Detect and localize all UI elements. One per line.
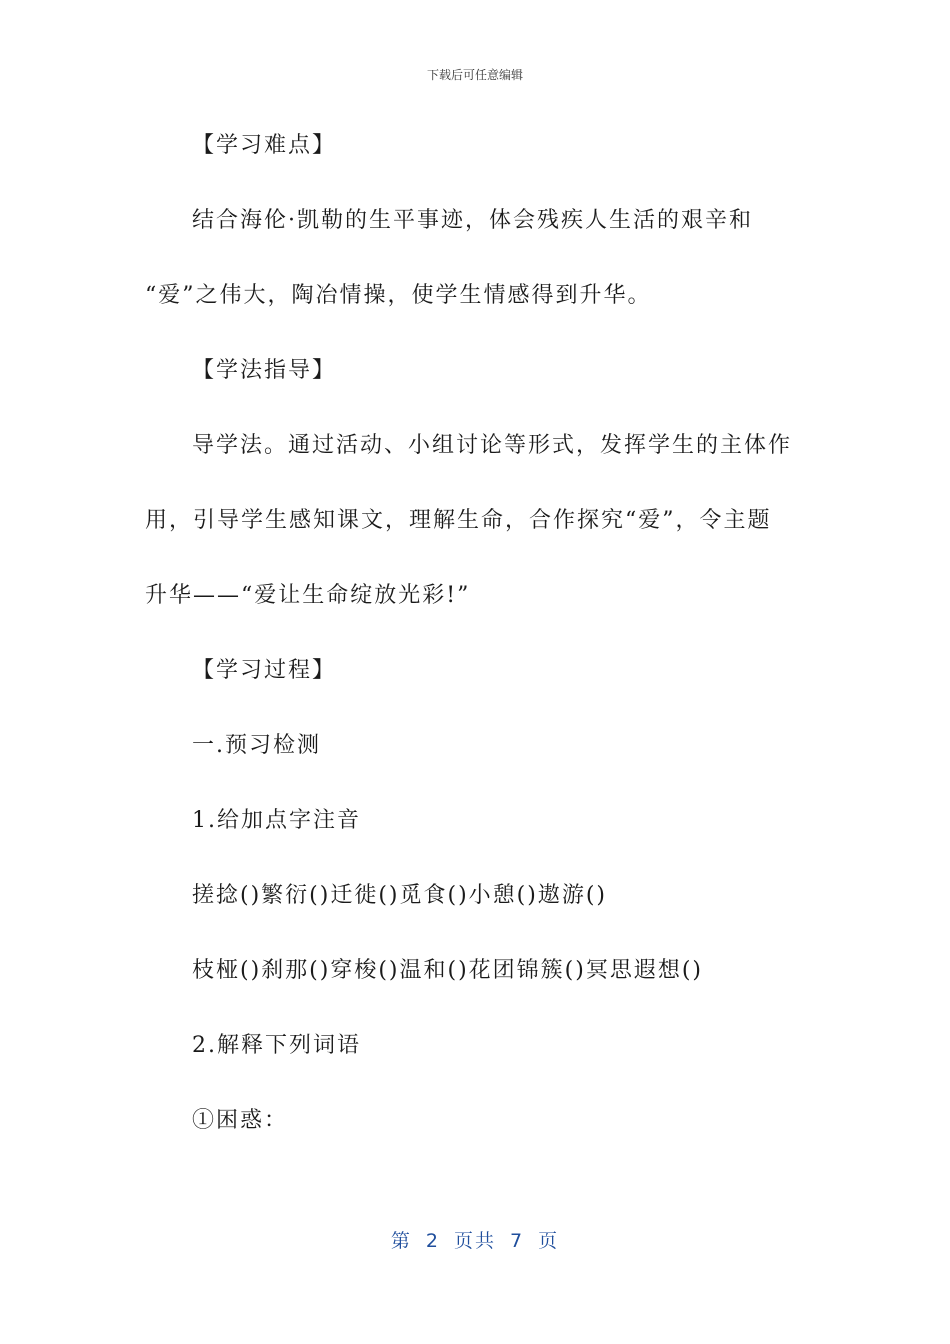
preview-title: 一.预习检测 xyxy=(192,733,321,758)
question-2-item-1: ①困惑： xyxy=(192,1108,289,1133)
question-1-line-1: 搓捻()繁衍()迁徙()觅食()小憩()遨游() xyxy=(192,883,607,908)
page-footer xyxy=(0,1226,950,1253)
footer-suffix: 页 xyxy=(538,1230,560,1252)
document-body xyxy=(145,128,805,1139)
method-text-line-1: 导学法。通过活动、小组讨论等形式，发挥学生的主体作 xyxy=(192,433,793,458)
method-text-line-2: 用，引导学生感知课文，理解生命，合作探究“爱”，令主题 xyxy=(145,508,772,533)
footer-current-page: 2 xyxy=(425,1230,440,1252)
difficulty-text-line-1: 结合海伦·凯勒的生平事迹，体会残疾人生活的艰辛和 xyxy=(192,208,753,233)
footer-prefix: 第 xyxy=(390,1230,412,1252)
section-title-difficulty: 【学习难点】 xyxy=(192,133,337,158)
question-1-title: 1.给加点字注音 xyxy=(192,808,361,833)
footer-middle: 页共 xyxy=(453,1230,496,1252)
difficulty-text-line-2: “爱”之伟大，陶冶情操，使学生情感得到升华。 xyxy=(145,283,652,308)
section-title-method: 【学法指导】 xyxy=(192,358,337,383)
question-2-title: 2.解释下列词语 xyxy=(192,1033,361,1058)
method-text-line-3: 升华——“爱让生命绽放光彩!” xyxy=(145,583,471,608)
footer-total-pages: 7 xyxy=(510,1230,525,1252)
page-header-note: 下载后可任意编辑 xyxy=(426,68,523,82)
section-title-process: 【学习过程】 xyxy=(192,658,337,683)
question-1-line-2: 枝桠()刹那()穿梭()温和()花团锦簇()冥思遐想() xyxy=(192,958,703,983)
